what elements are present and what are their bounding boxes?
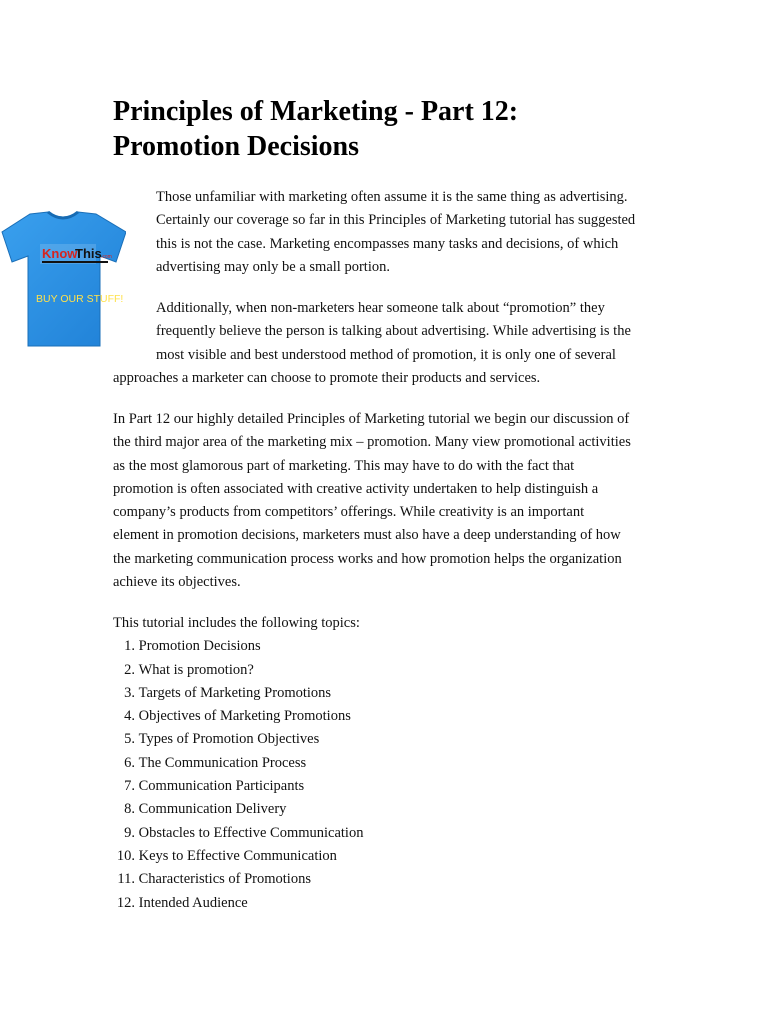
- paragraph-line: this is not the case. Marketing encompasses many tasks and decisions, of which: [156, 235, 619, 252]
- list-item: [113, 659, 658, 682]
- list-item-number: 10.: [116, 847, 135, 864]
- list-item: [113, 705, 658, 728]
- list-item-number: 2.: [124, 661, 135, 678]
- list-item-number: 6.: [124, 754, 135, 771]
- paragraph-line: In Part 12 our highly detailed Principles of Marketing tutorial we begin our discussion of: [113, 411, 630, 427]
- list-item: [113, 775, 658, 798]
- svg-text:.com: .com: [101, 254, 112, 260]
- list-item: [113, 728, 658, 751]
- list-item: [113, 752, 658, 775]
- list-item-number: 8.: [124, 801, 135, 818]
- paragraph-line: advertising may only be a small portion.: [156, 258, 390, 275]
- list-item-number: 3.: [124, 684, 135, 701]
- knowthis-logo: [40, 244, 112, 264]
- list-item: [113, 798, 658, 821]
- list-item-number: 1.: [124, 638, 135, 655]
- topics-list: [113, 635, 658, 915]
- list-item-label: Objectives of Marketing Promotions: [138, 708, 351, 725]
- paragraph-line: most visible and best understood method of promotion, it is only one of several: [156, 346, 616, 363]
- list-item-number: 7.: [124, 778, 135, 795]
- page-title: [113, 94, 673, 164]
- list-item-number: 5.: [124, 731, 135, 748]
- list-item-number: 11.: [117, 871, 135, 888]
- paragraph-line: element in promotion decisions, marketers must also have a deep understanding of how: [113, 527, 621, 544]
- tshirt-image: [0, 210, 126, 348]
- topics-intro: This tutorial includes the following topics:: [113, 615, 360, 631]
- list-item-label: Types of Promotion Objectives: [138, 731, 320, 748]
- topics-section: [113, 612, 658, 915]
- list-item-label: Keys to Effective Communication: [138, 847, 337, 864]
- title-line-2: Promotion Decisions: [113, 131, 360, 162]
- paragraph-line: approaches a marketer can choose to promote their products and services.: [113, 369, 541, 386]
- list-item-label: Obstacles to Effective Communication: [138, 824, 364, 841]
- paragraph-line: company’s products from competitors’ offerings. While creativity is an important: [113, 504, 585, 521]
- paragraph-3: [113, 408, 658, 594]
- paragraph-1: [113, 186, 658, 279]
- list-item-label: Promotion Decisions: [138, 638, 261, 655]
- list-item: [113, 682, 658, 705]
- shirt-slogan: BUY OUR STUFF!: [36, 293, 124, 305]
- title-line-1: Principles of Marketing - Part 12:: [113, 96, 519, 127]
- svg-text:Know: Know: [42, 246, 78, 261]
- list-item-number: 12.: [116, 894, 135, 911]
- svg-text:This: This: [75, 246, 102, 261]
- list-item-label: Targets of Marketing Promotions: [138, 684, 332, 701]
- paragraph-line: the third major area of the marketing mix – promotion. Many view promotional activities: [113, 434, 631, 451]
- paragraph-line: frequently believe the person is talking about advertising. While advertising is the: [156, 323, 631, 340]
- paragraph-line: promotion is often associated with creative activity undertaken to help distinguish a: [113, 480, 599, 497]
- paragraph-line: the marketing communication process works and how promotion helps the organization: [113, 550, 622, 567]
- list-item: [113, 822, 658, 845]
- list-item: [113, 845, 658, 868]
- list-item: [113, 635, 658, 658]
- list-item-number: 4.: [124, 708, 135, 725]
- list-item: [113, 868, 658, 891]
- list-item-number: 9.: [124, 824, 135, 841]
- paragraph-line: as the most glamorous part of marketing. This may have to do with the fact that: [113, 457, 575, 474]
- list-item-label: What is promotion?: [138, 661, 254, 678]
- list-item-label: Intended Audience: [138, 894, 248, 911]
- list-item-label: The Communication Process: [138, 754, 307, 771]
- list-item-label: Communication Delivery: [138, 801, 287, 818]
- paragraph-line: Certainly our coverage so far in this Principles of Marketing tutorial has suggested: [156, 212, 636, 229]
- paragraph-line: Additionally, when non-marketers hear someone talk about “promotion” they: [156, 300, 605, 316]
- list-item: [113, 892, 658, 915]
- paragraph-line: achieve its objectives.: [113, 574, 241, 591]
- paragraph-2: [113, 297, 658, 390]
- list-item-label: Communication Participants: [138, 778, 305, 795]
- paragraph-line: Those unfamiliar with marketing often assume it is the same thing as advertising.: [156, 189, 628, 205]
- list-item-label: Characteristics of Promotions: [138, 871, 311, 888]
